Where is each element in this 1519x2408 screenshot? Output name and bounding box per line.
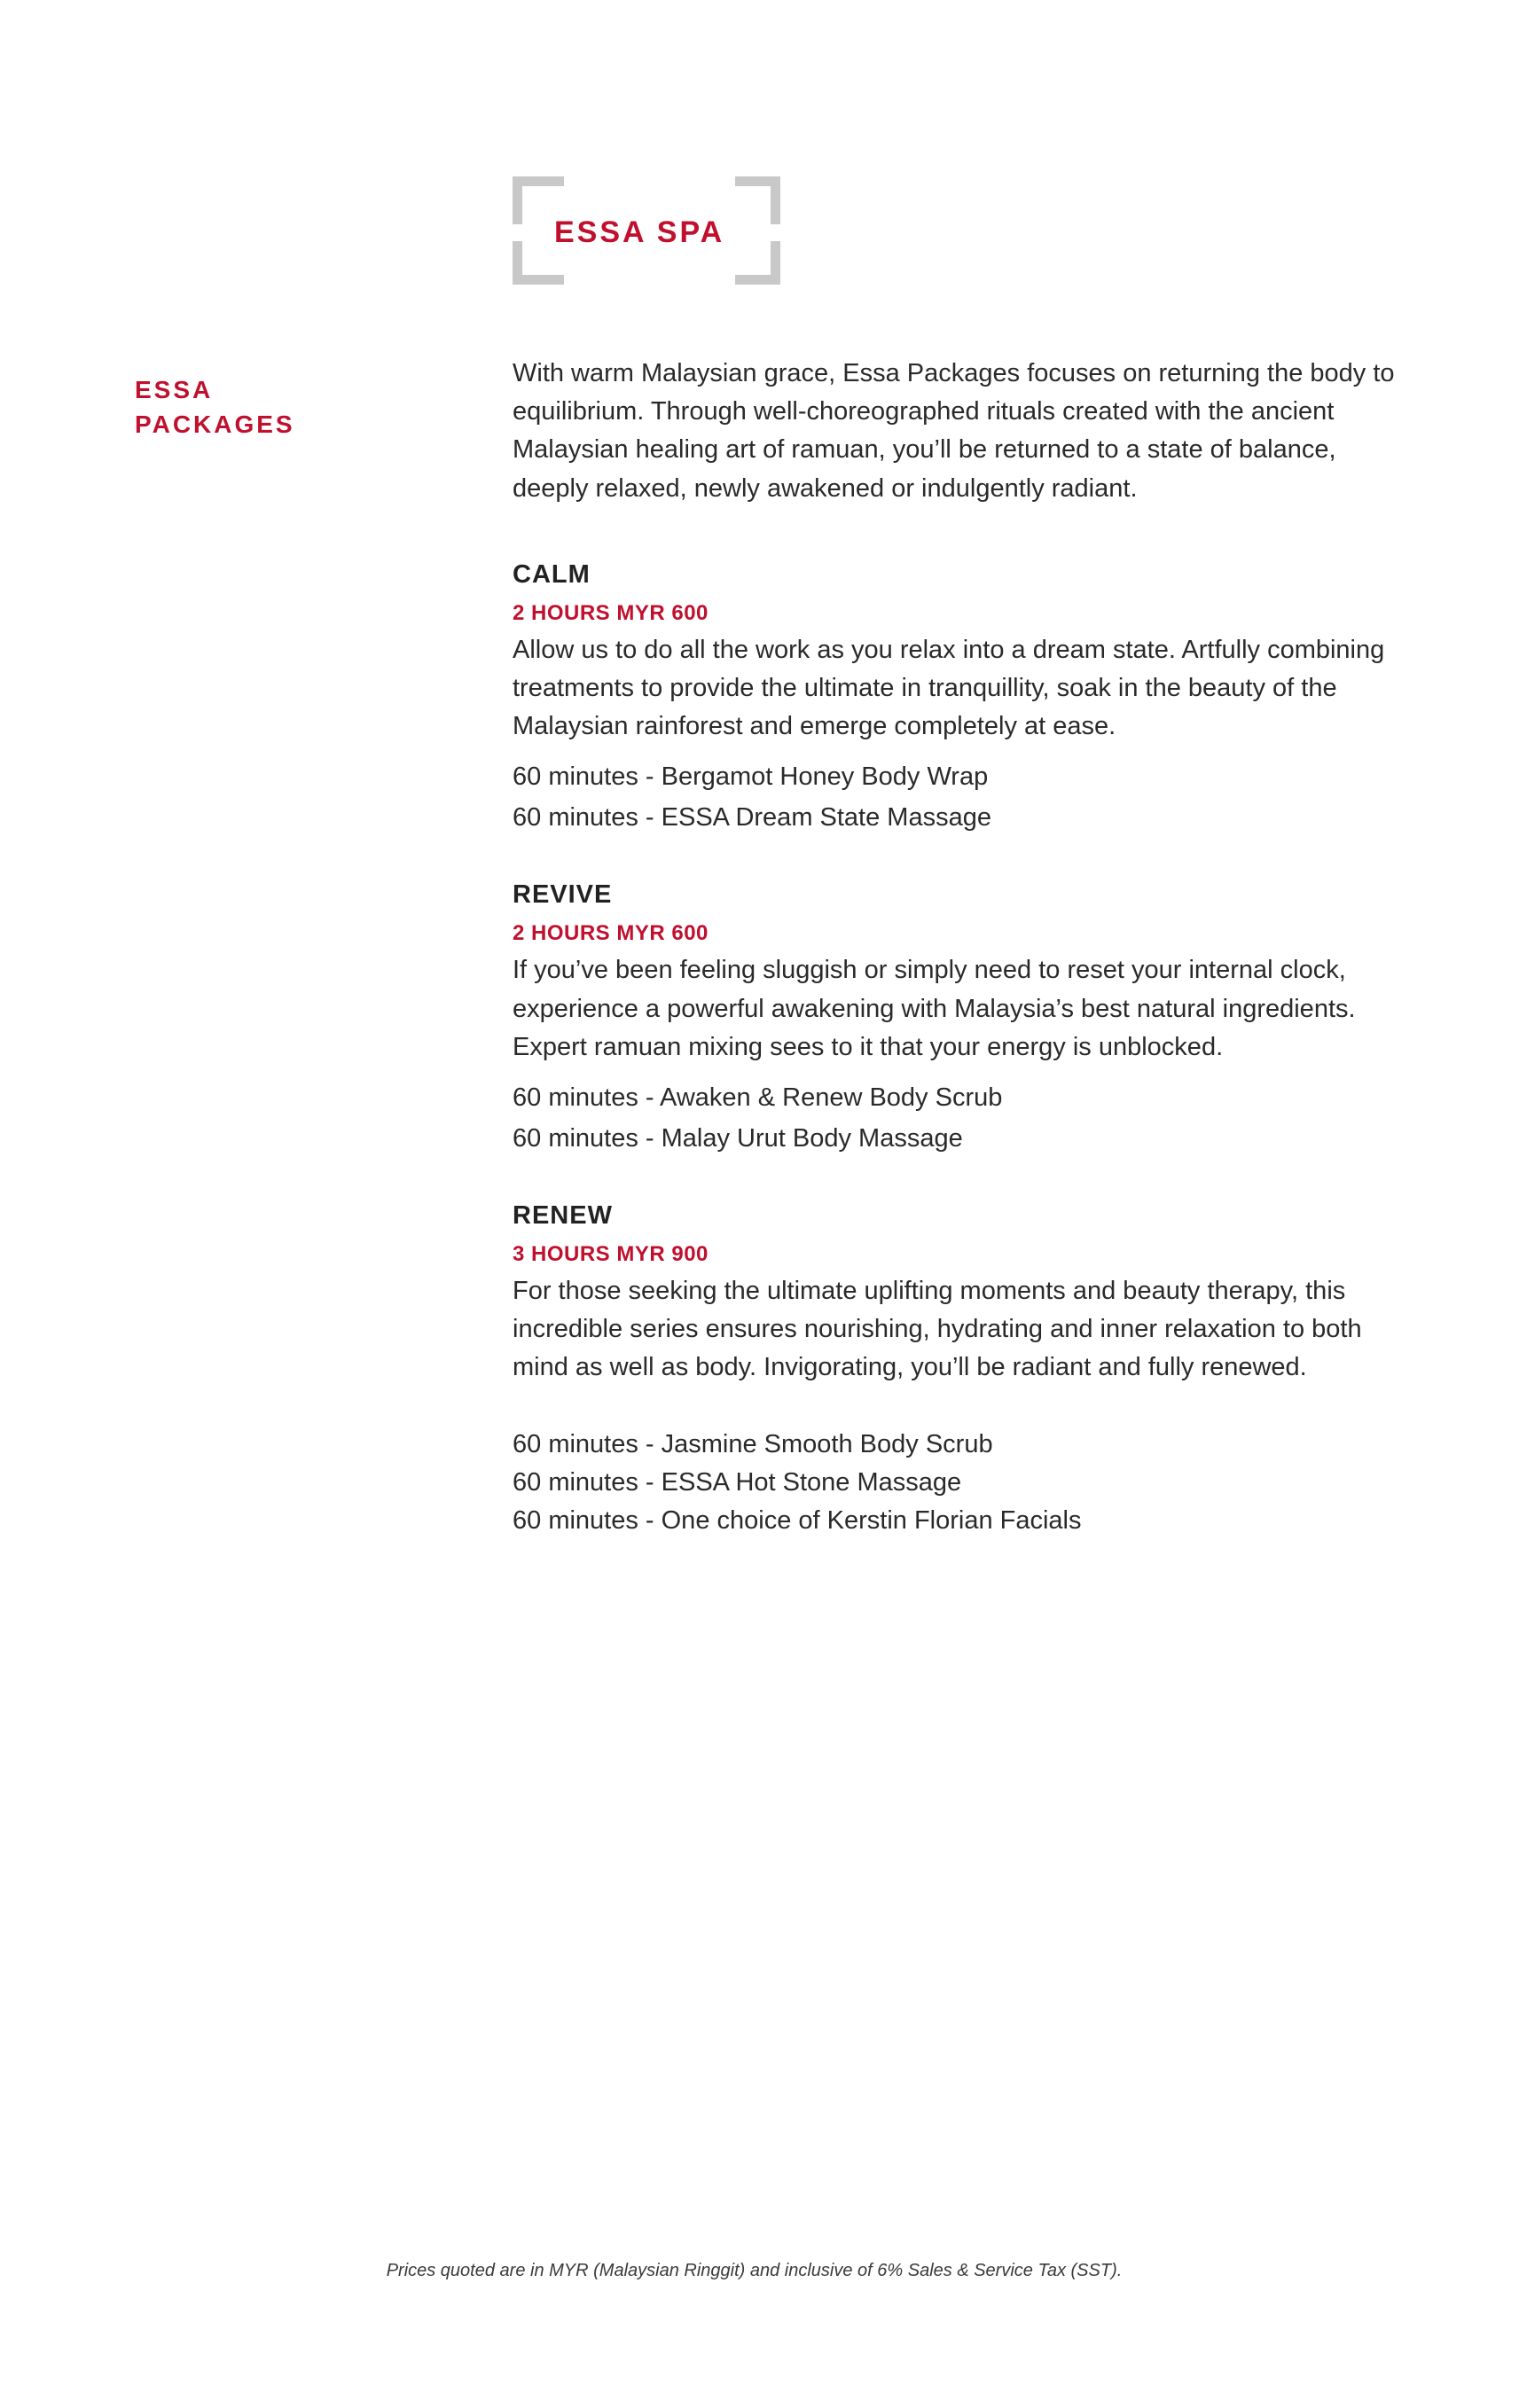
price-disclaimer: Prices quoted are in MYR (Malaysian Ringgit) and inclusive of 6% Sales & Service Tax (SST). [386,2261,1123,2280]
treatment-list [513,1077,1399,1159]
package-name: CALM [513,559,591,589]
right-bracket-bottom-arm [735,275,780,285]
intro-paragraph: With warm Malaysian grace, Essa Packages focuses on returning the body to equilibrium. Through well-choreographed rituals created with the ancient Malaysian healing art of ramuan, you’ll be returned to a state of balance, deeply relaxed, newly awakened or indulgently radiant. [513,359,1395,503]
right-bracket-upper-bar [771,176,780,224]
treatment-item: 60 minutes - Bergamot Honey Body Wrap [513,762,989,792]
package-price: 2 HOURS MYR 600 [513,600,709,625]
left-bracket-bottom-arm [513,275,564,285]
package-name: RENEW [513,1201,613,1231]
left-bracket-upper-bar [513,176,522,224]
section-heading-line1: ESSA [135,376,214,403]
package-price: 2 HOURS MYR 600 [513,921,709,946]
package-description: If you’ve been feeling sluggish or simply need to reset your internal clock, experience a powerful awakening with Malaysia’s best natural ingredients. Expert ramuan mixing sees to it that your energy is unblocked. [513,956,1356,1061]
treatment-item: 60 minutes - Jasmine Smooth Body Scrub [513,1429,993,1458]
package-price: 3 HOURS MYR 900 [513,1242,709,1267]
treatment-item: 60 minutes - Awaken & Renew Body Scrub [513,1083,1003,1113]
logo-text: ESSA SPA [554,215,725,249]
section-heading [135,372,365,442]
treatment-item: 60 minutes - ESSA Dream State Massage [513,803,991,833]
treatment-item: 60 minutes - ESSA Hot Stone Massage [513,1467,962,1497]
package-renew [513,1198,1399,1540]
treatment-list [513,756,1399,838]
essa-spa-logo [513,176,780,285]
section-heading-line2: PACKAGES [135,410,295,438]
treatment-item: 60 minutes - Malay Urut Body Massage [513,1124,963,1153]
package-description: Allow us to do all the work as you relax into a dream state. Artfully combining treatments to provide the ultimate in tranquillity, soak in the beauty of the Malaysian rainforest and emerge completely at ease. [513,635,1385,741]
footer-note [0,2261,1519,2281]
treatment-item: 60 minutes - One choice of Kerstin Florian Facials [513,1506,1082,1536]
package-description: For those seeking the ultimate uplifting moments and beauty therapy, this incredible series ensures nourishing, hydrating and inner relaxation to both mind as well as body. Invigorating, you’ll be radiant and fully renewed. [513,1277,1362,1382]
treatment-list [513,1426,1399,1541]
package-revive [513,877,1399,1159]
package-calm [513,557,1399,839]
package-name: REVIVE [513,880,613,910]
packages-content [513,355,1399,1540]
